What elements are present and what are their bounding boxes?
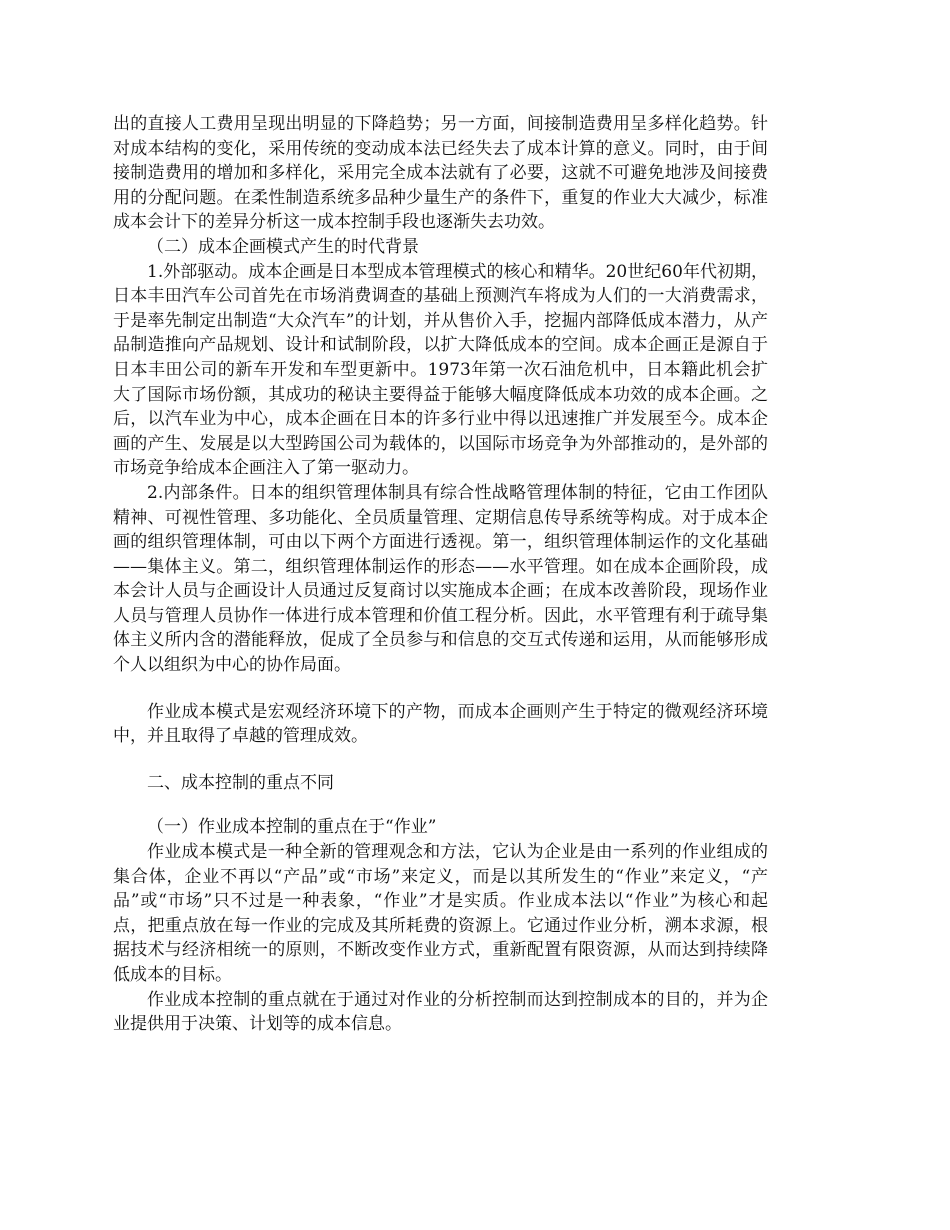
- paragraph-continuation: 出的直接人工费用呈现出明显的下降趋势；另一方面，间接制造费用呈多样化趋势。针对成本结构的变化，采用传统的变动成本法已经失去了成本计算的意义。同时，由于间接制造费用的增加和多样化，采用完全成本法就有了必要，这就不可避免地涉及间接费用的分配问题。在柔性制造系统多品种少量生产的条件下，重复的作业大大减少，标准成本会计下的差异分析这一成本控制手段也逐渐失去功效。: [113, 114, 768, 233]
- paragraph-activity-model: 作业成本模式是一种全新的管理观念和方法，它认为企业是由一系列的作业组成的集合体，企业不再以“产品”或“市场”来定义，而是以其所发生的“作业”来定义，“产品”或“市场”只不过是一种表象，“作业”才是实质。作业成本法以“作业”为核心和起点，把重点放在每一作业的完成及其所耗费的资源上。它通过作业分析，溯本求源，根据技术与经济相统一的原则，不断改变作业方式，重新配置有限资源，从而达到持续降低成本的目标。: [113, 842, 768, 985]
- section-heading-activity-focus: （一）作业成本控制的重点在于“作业”: [147, 817, 437, 838]
- section-heading-era-background: （二）成本企画模式产生的时代背景: [147, 236, 419, 257]
- spacer: [113, 678, 768, 700]
- paragraph-activity-control: 作业成本控制的重点就在于通过对作业的分析控制而达到控制成本的目的，并为企业提供用于决策、计划等的成本信息。: [113, 989, 768, 1035]
- section-heading-control-focus: 二、成本控制的重点不同: [147, 772, 334, 793]
- paragraph-internal-conditions: 2.内部条件。日本的组织管理体制具有综合性战略管理体制的特征，它由工作团队精神、可视性管理、多功能化、全员质量管理、定期信息传导系统等构成。对于成本企画的组织管理体制，可由以下两个方面进行透视。第一，组织管理体制运作的文化基础——集体主义。第二，组织管理体制运作的形态——水平管理。如在成本企画阶段，成本会计人员与企画设计人员通过反复商讨以实施成本企画；在成本改善阶段，现场作业人员与管理人员协作一体进行成本管理和价值工程分析。因此，水平管理有利于疏导集体主义所内含的潜能释放，促成了全员参与和信息的交互式传递和运用，从而能够形成个人以组织为中心的协作局面。: [113, 482, 768, 676]
- paragraph-external-drive: 1.外部驱动。成本企画是日本型成本管理模式的核心和精华。20世纪60年代初期，日本丰田汽车公司首先在市场消费调查的基础上预测汽车将成为人们的一大消费需求，于是率先制定出制造“大众汽车”的计划，并从售价入手，挖掘内部降低成本潜力，从产品制造推向产品规划、设计和试制阶段，以扩大降低成本的空间。成本企画正是源自于日本丰田公司的新车开发和车型更新中。1973年第一次石油危机中，日本籍此机会扩大了国际市场份额，其成功的秘诀主要得益于能够大幅度降低成本功效的成本企画。之后，以汽车业为中心，成本企画在日本的许多行业中得以迅速推广并发展至今。成本企画的产生、发展是以大型跨国公司为载体的，以国际市场竞争为外部推动的，是外部的市场竞争给成本企画注入了第一驱动力。: [113, 261, 768, 479]
- document-page: [113, 112, 768, 1037]
- spacer: [113, 795, 768, 815]
- spacer: [113, 749, 768, 771]
- paragraph-summary: 作业成本模式是宏观经济环境下的产物，而成本企画则产生于特定的微观经济环境中，并且取得了卓越的管理成效。: [113, 701, 768, 747]
